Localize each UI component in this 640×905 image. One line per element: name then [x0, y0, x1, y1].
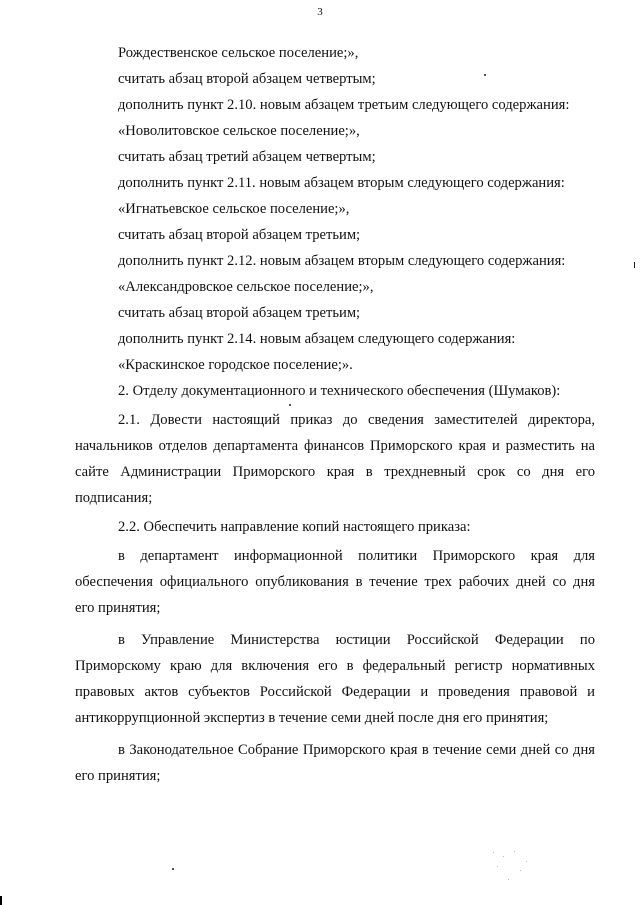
scan-edge-mark — [0, 896, 2, 905]
text-line: дополнить пункт 2.14. новым абзацем следующего содержания: — [118, 331, 516, 347]
scan-speck — [508, 879, 509, 880]
recipient-item — [75, 543, 595, 621]
recipient-item — [75, 737, 595, 789]
document-body — [75, 43, 595, 795]
paragraph-line: Приморскому краю для включения его в федеральный регистр нормативных — [75, 658, 595, 674]
page-number: 3 — [317, 6, 323, 18]
text-line: Рождественское сельское поселение;», — [118, 45, 359, 61]
text-line: «Игнатьевское сельское поселение;», — [118, 201, 350, 217]
scan-speck — [503, 856, 504, 857]
paragraph-2-1 — [75, 407, 595, 511]
scan-speck — [172, 868, 174, 870]
scan-speck — [514, 851, 515, 852]
text-line: дополнить пункт 2.11. новым абзацем вторым следующего содержания: — [118, 175, 565, 191]
scan-speck — [634, 262, 635, 268]
text-line: считать абзац третий абзацем четвертым; — [118, 149, 376, 165]
paragraph-line: начальников отделов департамента финансов Приморского края и разместить на — [75, 438, 595, 454]
text-line: «Александровское сельское поселение;», — [118, 279, 374, 295]
text-line: считать абзац второй абзацем четвертым; — [118, 71, 376, 87]
text-line: считать абзац второй абзацем третьим; — [118, 305, 361, 321]
paragraph-line: подписания; — [75, 490, 153, 506]
paragraph-line: антикоррупционной экспертиз в течение семи дней после дня его принятия; — [75, 710, 549, 726]
paragraph-line: в Управление Министерства юстиции Российской Федерации по — [118, 632, 595, 648]
scan-speck — [520, 870, 521, 871]
scan-speck — [526, 861, 527, 862]
text-line: дополнить пункт 2.10. новым абзацем третьим следующего содержания: — [118, 97, 570, 113]
text-line: дополнить пункт 2.12. новым абзацем вторым следующего содержания: — [118, 253, 566, 269]
recipient-item — [75, 627, 595, 731]
paragraph-line: 2.1. Довести настоящий приказ до сведения заместителей директора, — [118, 412, 595, 428]
paragraph-line: его принятия; — [75, 600, 161, 616]
paragraph-2-2: 2.2. Обеспечить направление копий настоящего приказа: — [118, 519, 471, 535]
paragraph-line: обеспечения официального опубликования в течение трех рабочих дней со дня — [75, 574, 595, 590]
text-line: «Краскинское городское поселение;». — [118, 357, 353, 373]
paragraph-line: в Законодательное Собрание Приморского края в течение семи дней со дня — [118, 742, 595, 758]
scan-speck — [493, 852, 494, 853]
paragraph-line: сайте Администрации Приморского края в трехдневный срок со дня его — [75, 464, 595, 480]
text-line: «Новолитовское сельское поселение;», — [118, 123, 360, 139]
scan-speck — [289, 404, 291, 406]
scan-speck — [497, 866, 498, 867]
paragraph-line: его принятия; — [75, 768, 161, 784]
text-line: считать абзац второй абзацем третьим; — [118, 227, 361, 243]
scan-speck — [484, 74, 486, 76]
paragraph-line: правовых актов субъектов Российской Федерации и проведения правовой и — [75, 684, 595, 700]
paragraph-line: в департамент информационной политики Приморского края для — [118, 548, 595, 564]
text-line: 2. Отделу документационного и технического обеспечения (Шумаков): — [118, 383, 561, 399]
